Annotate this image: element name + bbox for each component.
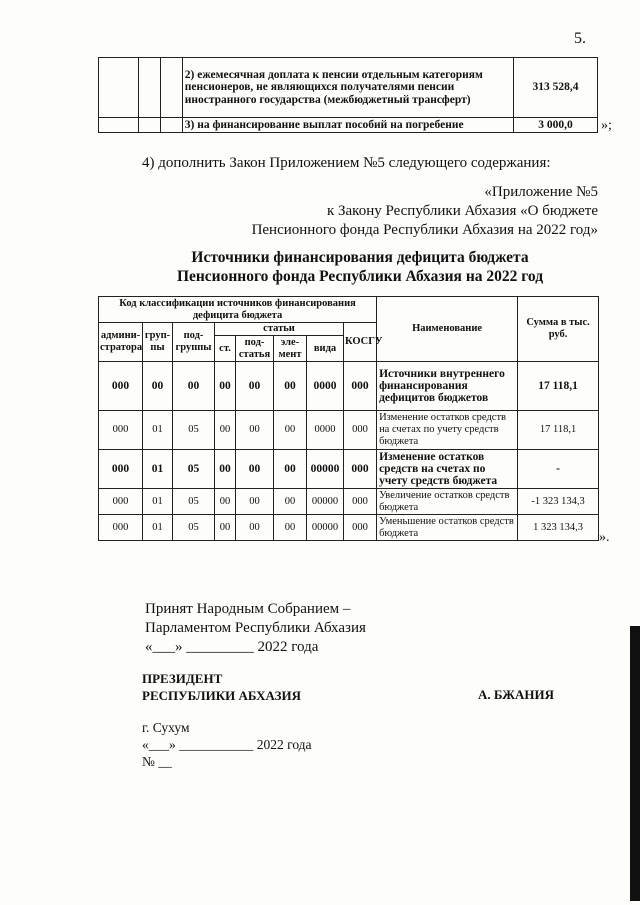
adopted-block: [145, 600, 366, 657]
amendment-line: 4) дополнить Закон Приложением №5 следующего содержания:: [142, 155, 551, 171]
code-cell: 00: [215, 489, 236, 515]
sign-date: «___» ___________ 2022 года: [142, 737, 312, 752]
vida-header: вида: [307, 336, 344, 362]
table-row: [99, 489, 599, 515]
code-cell: 0000: [307, 411, 344, 450]
sum-cell: 17 118,1: [518, 362, 599, 411]
signature-line: РЕСПУБЛИКИ АБХАЗИЯ: [142, 688, 301, 703]
adopted-line: Парламентом Республики Абхазия: [145, 620, 366, 636]
adopted-line: Принят Народным Собранием –: [145, 601, 351, 617]
signature-line: ПРЕЗИДЕНТ: [142, 671, 223, 686]
code-cell: 0000: [307, 362, 344, 411]
code-cell: 01: [143, 450, 173, 489]
code-cell: 00000: [307, 489, 344, 515]
page-title: [0, 248, 640, 286]
name-cell: Изменение остатков средств на счетах по учету средств бюджета: [377, 411, 518, 450]
appendix-header: [252, 183, 598, 240]
name-cell: Уменьшение остатков средств бюджета: [377, 515, 518, 541]
articles-header: статьи: [215, 323, 344, 336]
code-cell: 00: [274, 450, 307, 489]
code-cell: 00: [143, 362, 173, 411]
table-row: [99, 118, 598, 133]
code-group-header: Код классификации источников финансирования дефицита бюджета: [99, 297, 377, 323]
code-cell: 05: [173, 515, 215, 541]
substat-header: под-статья: [236, 336, 274, 362]
code-cell: 000: [99, 450, 143, 489]
page-number: 5.: [574, 30, 586, 47]
continuation-table: [98, 57, 598, 133]
table-row: [99, 411, 599, 450]
code-cell: 00000: [307, 450, 344, 489]
row-text: 2) ежемесячная доплата к пенсии отдельным категориям пенсионеров, не являющихся получателями пенсии иностранного государства (межбюджетный трансферт): [182, 58, 513, 118]
title-line: Источники финансирования дефицита бюджета: [191, 249, 529, 266]
code-cell: 00: [173, 362, 215, 411]
sum-header: Сумма в тыс. руб.: [518, 297, 599, 362]
code-cell: 00: [215, 411, 236, 450]
code-cell: 000: [344, 362, 377, 411]
table-row: [99, 362, 599, 411]
code-cell: 000: [99, 489, 143, 515]
scan-edge-bar: [630, 626, 640, 901]
code-cell: 000: [344, 411, 377, 450]
appendix-line: к Закону Республики Абхазия «О бюджете: [326, 203, 598, 219]
code-cell: 00: [236, 450, 274, 489]
name-cell: Изменение остатков средств на счетах по учету средств бюджета: [377, 450, 518, 489]
code-cell: 00: [236, 411, 274, 450]
place-block: [142, 719, 312, 770]
closing-quote: »;: [601, 118, 612, 133]
sum-cell: -1 323 134,3: [518, 489, 599, 515]
row-amount: 3 000,0: [514, 118, 598, 133]
appendix-line: «Приложение №5: [484, 184, 598, 200]
sources-table: [98, 296, 599, 541]
sum-cell: 1 323 134,3: [518, 515, 599, 541]
city: г. Сухум: [142, 720, 190, 735]
code-cell: 000: [99, 515, 143, 541]
code-cell: 00000: [307, 515, 344, 541]
code-cell: 00: [274, 362, 307, 411]
code-cell: 01: [143, 411, 173, 450]
table-row: [99, 515, 599, 541]
element-header: эле-мент: [274, 336, 307, 362]
code-cell: 00: [274, 489, 307, 515]
signature-name: А. БЖАНИЯ: [478, 687, 555, 702]
code-cell: 000: [344, 450, 377, 489]
code-cell: 000: [99, 362, 143, 411]
code-cell: 00: [236, 515, 274, 541]
code-cell: 000: [99, 411, 143, 450]
title-line: Пенсионного фонда Республики Абхазия на 2022 год: [176, 268, 544, 285]
code-cell: 00: [215, 362, 236, 411]
sum-cell: 17 118,1: [518, 411, 599, 450]
code-cell: 00: [274, 515, 307, 541]
kosgu-header: КОСГУ: [344, 323, 377, 362]
name-cell: Увеличение остатков средств бюджета: [377, 489, 518, 515]
doc-number: № __: [142, 754, 172, 769]
sum-cell: -: [518, 450, 599, 489]
group-header: груп-пы: [143, 323, 173, 362]
subgroup-header: под-группы: [173, 323, 215, 362]
code-cell: 000: [344, 489, 377, 515]
code-cell: 00: [236, 362, 274, 411]
code-cell: 05: [173, 450, 215, 489]
admin-header: админи-стратора: [99, 323, 143, 362]
code-cell: 000: [344, 515, 377, 541]
row-amount: 313 528,4: [514, 58, 598, 118]
code-cell: 00: [215, 450, 236, 489]
code-cell: 00: [274, 411, 307, 450]
signature-title: [142, 670, 301, 704]
row-text: 3) на финансирование выплат пособий на погребение: [182, 118, 513, 133]
table-row: [99, 58, 598, 118]
code-cell: 05: [173, 411, 215, 450]
st-header: ст.: [215, 336, 236, 362]
code-cell: 00: [236, 489, 274, 515]
appendix-line: Пенсионного фонда Республики Абхазия на 2022 год»: [251, 222, 598, 238]
name-cell: Источники внутреннего финансирования дефицитов бюджетов: [377, 362, 518, 411]
code-cell: 01: [143, 489, 173, 515]
adopted-line: «___» _________ 2022 года: [145, 639, 319, 655]
code-cell: 01: [143, 515, 173, 541]
code-cell: 05: [173, 489, 215, 515]
table-row: [99, 450, 599, 489]
code-cell: 00: [215, 515, 236, 541]
table-closing-quote: ».: [599, 530, 610, 545]
name-header: Наименование: [377, 297, 518, 362]
